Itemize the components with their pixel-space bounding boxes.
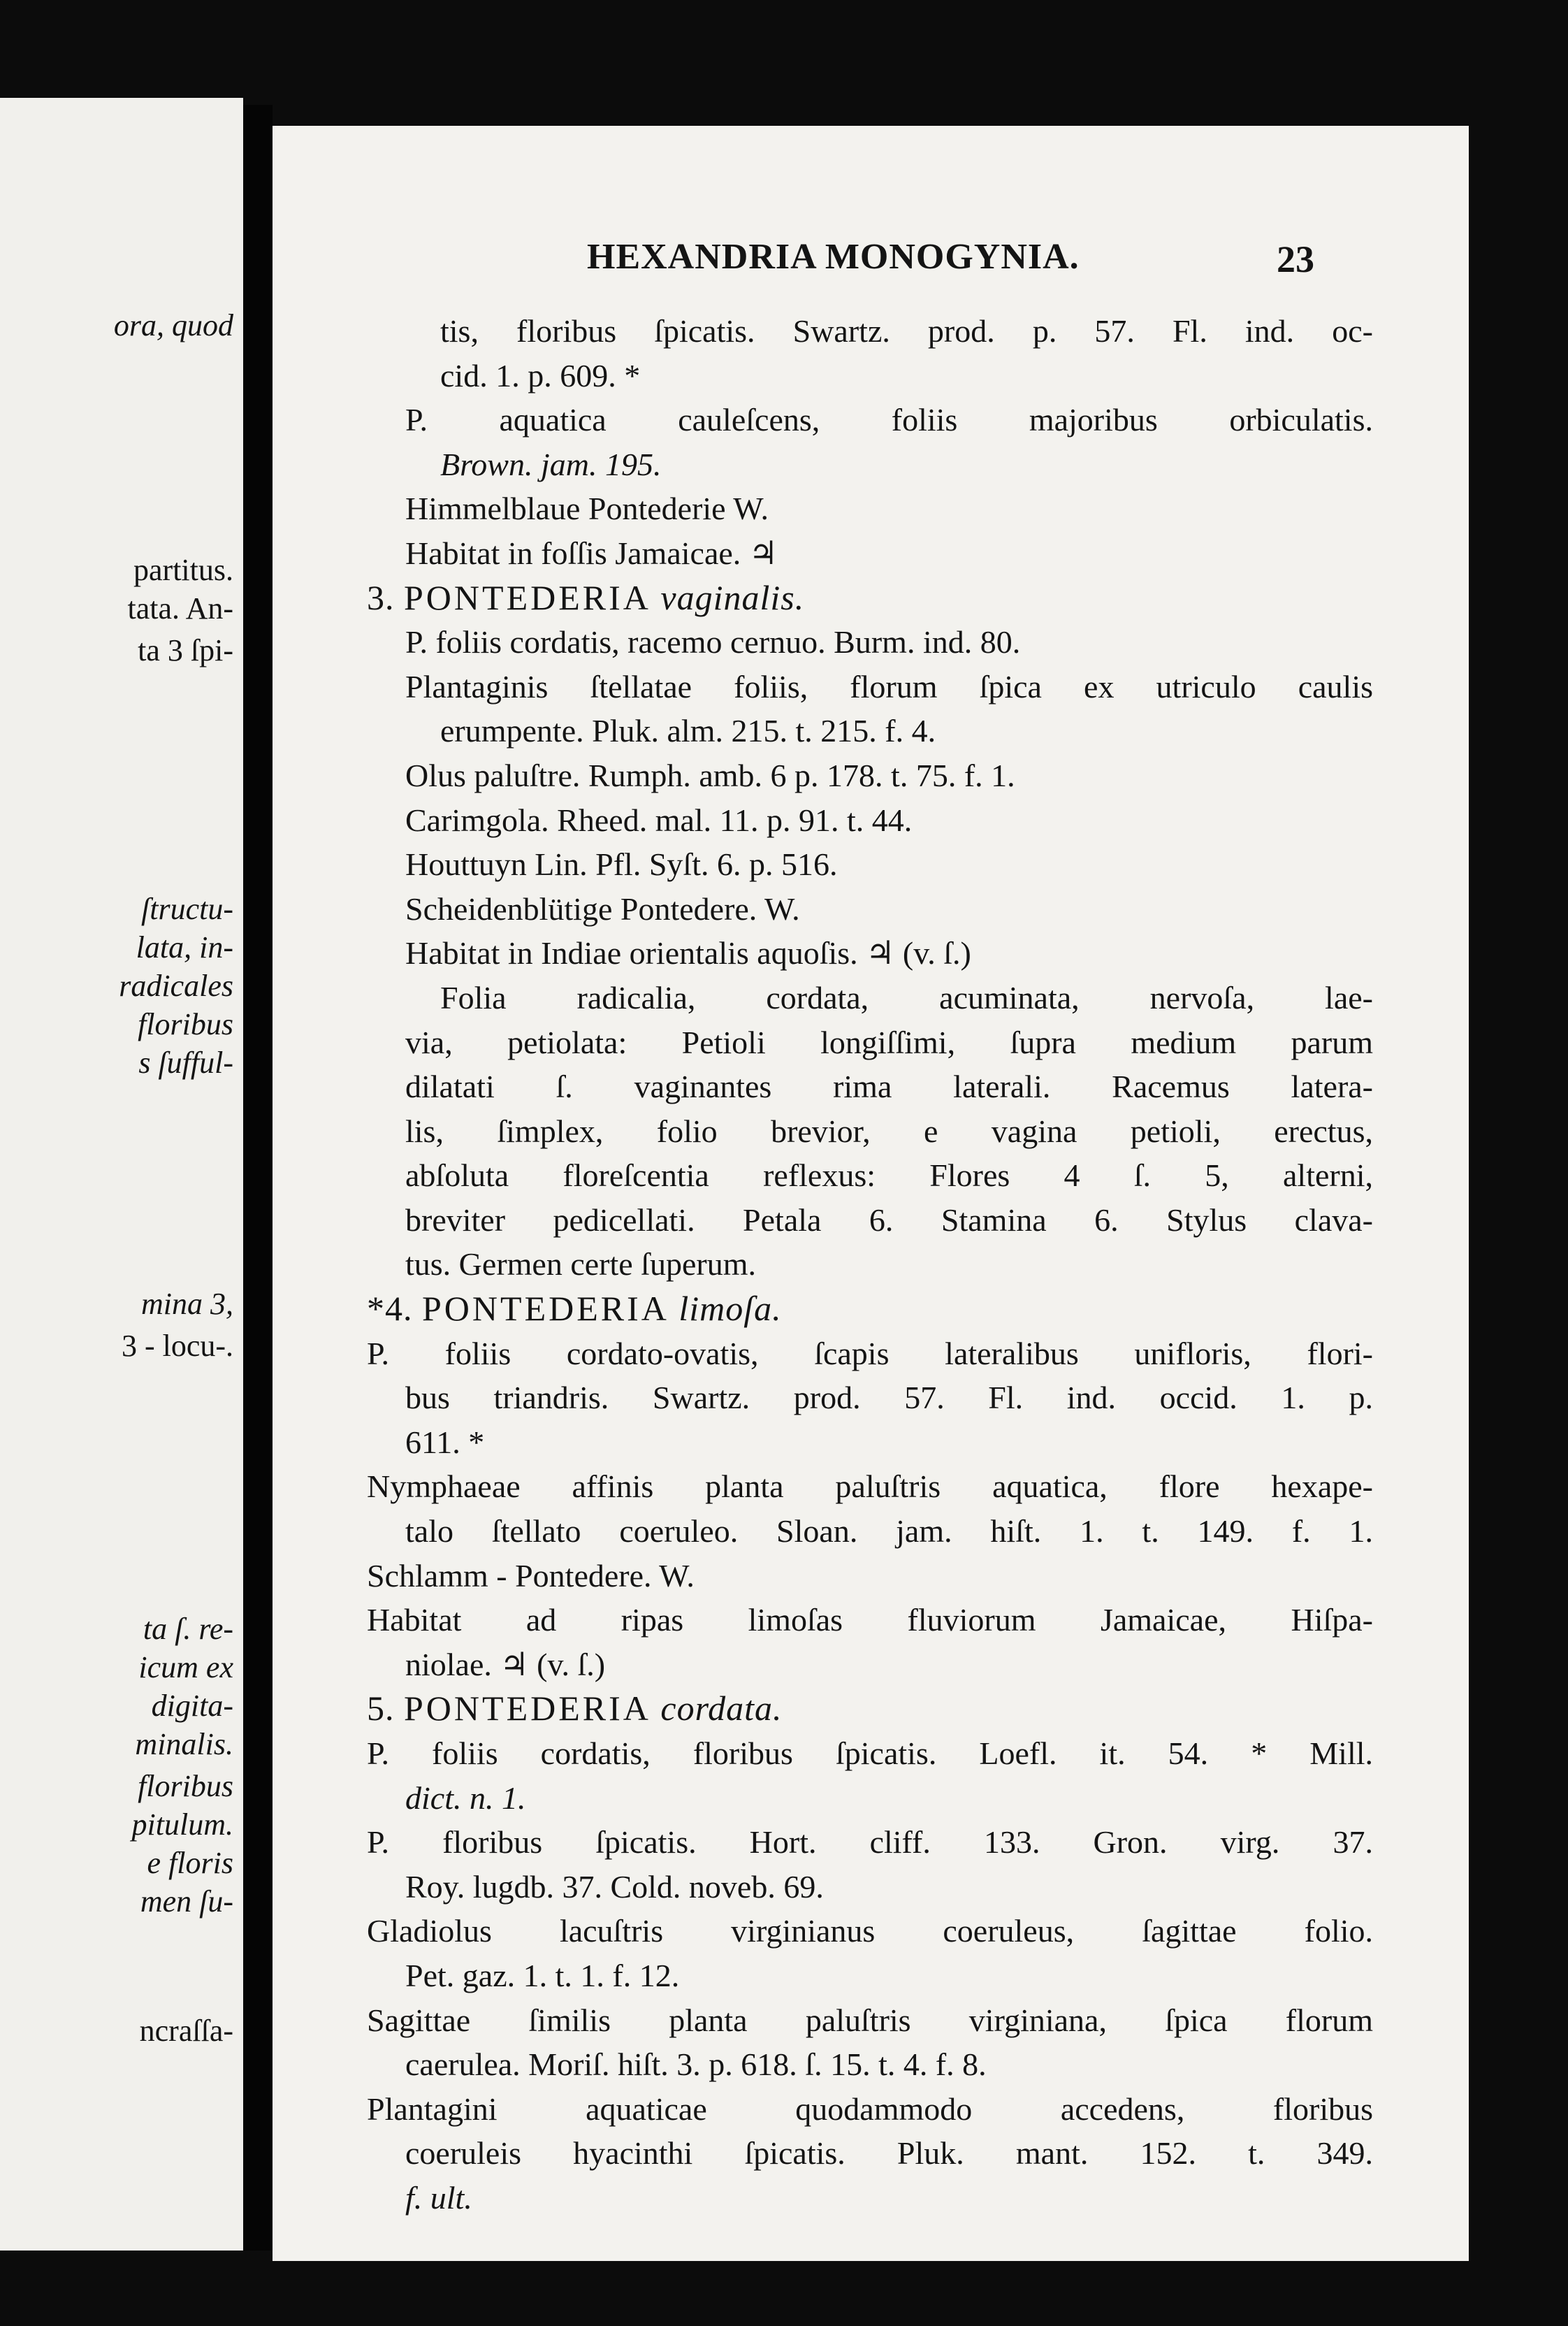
species-number: 3. bbox=[367, 577, 404, 617]
book-page bbox=[273, 126, 1469, 2261]
genus-name: PONTEDERIA bbox=[404, 1689, 651, 1728]
text-line: Sagittae ſimilis planta paluſtris virginiana, ſpica florum bbox=[367, 2002, 1373, 2038]
left-page-fragment: digita- bbox=[151, 1689, 233, 1723]
text-line: P. foliis cordato-ovatis, ſcapis lateralibus unifloris, flori- bbox=[367, 1335, 1373, 1371]
left-page-fragment: ſtructu- bbox=[141, 892, 233, 926]
text-line: Houttuyn Lin. Pfl. Syſt. 6. p. 516. bbox=[405, 846, 838, 883]
left-page-fragment: ora, quod bbox=[113, 308, 233, 342]
text-line: talo ſtellato coeruleo. Sloan. jam. hiſt. 1. t. 149. f. 1. bbox=[405, 1513, 1373, 1550]
text-line: caerulea. Moriſ. hiſt. 3. p. 618. ſ. 15. t. 4. f. 8. bbox=[405, 2046, 987, 2083]
left-page-fragment: tata. An- bbox=[127, 591, 233, 626]
text-line: bus triandris. Swartz. prod. 57. Fl. ind. occid. 1. p. bbox=[405, 1380, 1373, 1416]
left-page-fragment: icum ex bbox=[138, 1650, 233, 1684]
text-line: Schlamm - Pontedere. W. bbox=[367, 1557, 695, 1594]
running-head: HEXANDRIA MONOGYNIA. bbox=[587, 237, 1080, 277]
left-page-fragment: ncraſſa- bbox=[139, 2014, 233, 2048]
text-line: Habitat in Indiae orientalis aquoſis. ♃ (v. ſ.) bbox=[405, 935, 971, 971]
text-line: breviter pedicellati. Petala 6. Stamina 6. Stylus clava- bbox=[405, 1201, 1373, 1238]
text-line: tis, floribus ſpicatis. Swartz. prod. p. 57. Fl. ind. oc- bbox=[440, 313, 1373, 349]
left-page-fragment: men ſu- bbox=[140, 1884, 233, 1919]
text-line: lis, ſimplex, folio brevior, e vagina petioli, erectus, bbox=[405, 1113, 1373, 1149]
left-page-fragment: ta ſ. re- bbox=[143, 1612, 233, 1646]
species-epithet: cordata. bbox=[651, 1689, 783, 1728]
text-line: Olus paluſtre. Rumph. amb. 6 p. 178. t. 75. f. 1. bbox=[405, 757, 1015, 793]
left-page-fragment: radicales bbox=[119, 969, 233, 1003]
left-page-fragment: s ſufful- bbox=[138, 1046, 233, 1080]
text-line: niolae. ♃ (v. ſ.) bbox=[405, 1646, 606, 1682]
species-heading bbox=[367, 1287, 1373, 1331]
left-page-strip bbox=[0, 98, 243, 2251]
genus-name: PONTEDERIA bbox=[422, 1289, 669, 1329]
left-page-fragment: lata, in- bbox=[136, 930, 233, 965]
text-line: dict. n. 1. bbox=[405, 1779, 526, 1816]
text-line: Scheidenblütige Pontedere. W. bbox=[405, 890, 800, 927]
text-line: cid. 1. p. 609. * bbox=[440, 357, 641, 393]
text-line: Roy. lugdb. 37. Cold. noveb. 69. bbox=[405, 1868, 824, 1905]
left-page-fragment: partitus. bbox=[133, 553, 233, 587]
left-page-fragment: mina 3, bbox=[141, 1287, 233, 1321]
left-page-fragment: floribus bbox=[138, 1007, 233, 1041]
text-line: Brown. jam. 195. bbox=[440, 446, 662, 482]
text-line: Habitat ad ripas limoſas fluviorum Jamaicae, Hiſpa- bbox=[367, 1602, 1373, 1638]
text-line: Habitat in foſſis Jamaicae. ♃ bbox=[405, 535, 778, 571]
genus-name: PONTEDERIA bbox=[404, 577, 651, 617]
text-line: P. foliis cordatis, floribus ſpicatis. Loefl. it. 54. * Mill. bbox=[367, 1735, 1373, 1771]
text-line: dilatati ſ. vaginantes rima laterali. Racemus latera- bbox=[405, 1069, 1373, 1105]
book-spine bbox=[243, 105, 273, 2251]
left-page-fragment: ta 3 ſpi- bbox=[138, 633, 233, 667]
left-page-fragment: e floris bbox=[147, 1846, 233, 1880]
text-line: Gladiolus lacuſtris virginianus coeruleus, ſagittae folio. bbox=[367, 1913, 1373, 1949]
left-page-fragment: minalis. bbox=[135, 1727, 233, 1761]
text-line: f. ult. bbox=[405, 2179, 472, 2216]
left-page-fragment: pitulum. bbox=[131, 1807, 233, 1842]
left-page-fragment: floribus bbox=[138, 1769, 233, 1803]
text-line: 611. * bbox=[405, 1424, 485, 1460]
text-line: Nymphaeae affinis planta paluſtris aquatica, flore hexape- bbox=[367, 1468, 1373, 1505]
text-line: P. foliis cordatis, racemo cernuo. Burm. ind. 80. bbox=[405, 624, 1021, 660]
text-line: Plantagini aquaticae quodammodo accedens, floribus bbox=[367, 2090, 1373, 2127]
species-number: *4. bbox=[367, 1289, 422, 1329]
text-line: via, petiolata: Petioli longiſſimi, ſupra medium parum bbox=[405, 1024, 1373, 1060]
text-line: erumpente. Pluk. alm. 215. t. 215. f. 4. bbox=[440, 713, 936, 749]
text-line: Pet. gaz. 1. t. 1. f. 12. bbox=[405, 1957, 680, 1993]
text-line: Plantaginis ſtellatae foliis, florum ſpica ex utriculo caulis bbox=[405, 668, 1373, 705]
text-line: abſoluta floreſcentia reflexus: Flores 4 ſ. 5, alterni, bbox=[405, 1157, 1373, 1194]
page-body bbox=[367, 309, 1373, 2220]
text-line: Himmelblaue Pontederie W. bbox=[405, 491, 769, 527]
species-heading bbox=[367, 1686, 1373, 1731]
text-line: coeruleis hyacinthi ſpicatis. Pluk. mant. 152. t. 349. bbox=[405, 2135, 1373, 2172]
text-line: P. floribus ſpicatis. Hort. cliff. 133. Gron. virg. 37. bbox=[367, 1824, 1373, 1861]
species-epithet: limoſa. bbox=[669, 1289, 782, 1329]
left-page-fragment: 3 - locu-. bbox=[121, 1329, 233, 1363]
text-line: Folia radicalia, cordata, acuminata, nervoſa, lae- bbox=[440, 979, 1373, 1016]
page-number: 23 bbox=[1277, 238, 1314, 280]
text-line: Carimgola. Rheed. mal. 11. p. 91. t. 44. bbox=[405, 802, 913, 838]
text-line: tus. Germen certe ſuperum. bbox=[405, 1246, 756, 1283]
text-line: P. aquatica cauleſcens, foliis majoribus orbiculatis. bbox=[405, 402, 1373, 438]
species-epithet: vaginalis. bbox=[651, 577, 805, 617]
species-number: 5. bbox=[367, 1689, 404, 1728]
species-heading bbox=[367, 576, 1373, 621]
